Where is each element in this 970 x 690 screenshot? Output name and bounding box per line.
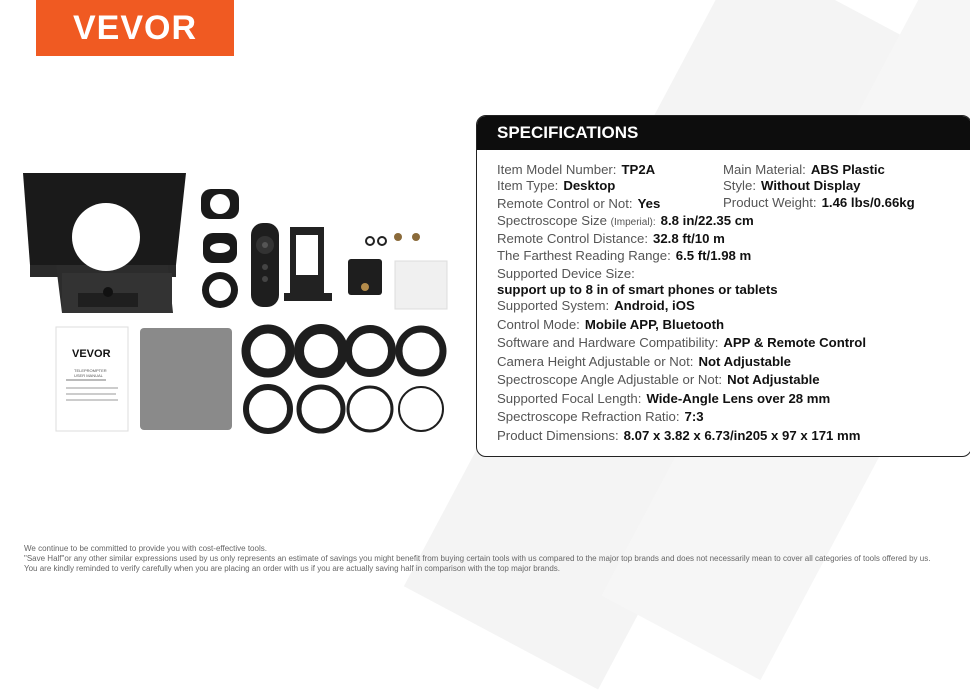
manual-title xyxy=(74,368,107,378)
spec-row xyxy=(497,409,704,425)
spec-row xyxy=(497,162,655,178)
spec-label: Supported Focal Length: xyxy=(497,391,642,406)
mount-clip-image xyxy=(348,259,382,295)
screws-image xyxy=(366,233,420,245)
spec-label: Control Mode: xyxy=(497,317,580,332)
spec-value: 7:3 xyxy=(684,409,704,424)
specifications-panel xyxy=(476,115,970,457)
storage-pouch-image xyxy=(140,328,232,430)
spec-label: Supported System: xyxy=(497,298,610,313)
disclaimer-line: We continue to be committed to provide you with cost-effective tools. xyxy=(24,544,267,553)
spec-label: Camera Height Adjustable or Not: xyxy=(497,354,694,369)
spec-label: Supported Device Size: xyxy=(497,266,635,281)
user-manual-image xyxy=(56,327,128,431)
lens-adapter-rings-image xyxy=(201,189,239,308)
spec-value: Not Adjustable xyxy=(727,372,820,387)
cleaning-cloth-image xyxy=(395,261,447,309)
spec-label-note: (Imperial): xyxy=(610,217,656,228)
spec-value: Mobile APP, Bluetooth xyxy=(584,317,725,332)
spec-row xyxy=(497,213,754,231)
adapter-rings-image xyxy=(246,329,443,431)
remote-control-image xyxy=(251,223,279,307)
disclaimer-footer xyxy=(24,544,959,574)
spec-label: Item Type: xyxy=(497,178,559,193)
disclaimer-line: You are kindly reminded to verify carefully when you are placing an order with us if you are actually saving half in comparison with the top major brands. xyxy=(24,564,560,573)
spec-label: The Farthest Reading Range: xyxy=(497,248,671,263)
manual-brand: VEVOR xyxy=(72,348,111,360)
specifications-title: SPECIFICATIONS xyxy=(477,116,970,150)
spec-value: 32.8 ft/10 m xyxy=(653,231,725,246)
spec-row xyxy=(497,317,724,333)
spec-row xyxy=(497,298,695,314)
spec-label: Product Dimensions: xyxy=(497,428,619,443)
disclaimer-line: "Save Half"or any other similar expressions used by us only represents an estimate of savings you might benefit from buying certain tools with us compared to the major top brands and does not necessarily mean to cover all categories of tools offered by us. xyxy=(24,554,931,563)
spec-label: Style: xyxy=(723,178,756,193)
spec-value: Without Display xyxy=(760,178,861,193)
manual-title-line: TELEPROMPTER xyxy=(74,368,107,373)
phone-holder-image xyxy=(284,227,332,301)
manual-title-line: USER MANUAL xyxy=(74,373,103,378)
spec-value: 8.07 x 3.82 x 6.73/in205 x 97 x 171 mm xyxy=(623,428,861,443)
spec-label: Spectroscope Refraction Ratio: xyxy=(497,409,680,424)
spec-label: Item Model Number: xyxy=(497,162,617,177)
spec-label: Spectroscope Size xyxy=(497,213,607,228)
spec-row xyxy=(497,372,820,388)
spec-row xyxy=(497,248,751,264)
spec-value: Wide-Angle Lens over 28 mm xyxy=(646,391,831,406)
spec-row xyxy=(723,178,861,194)
spec-row xyxy=(723,195,915,211)
spec-value: APP & Remote Control xyxy=(723,335,866,350)
spec-row xyxy=(723,162,885,178)
spec-row xyxy=(497,428,861,444)
spec-value: Not Adjustable xyxy=(698,354,792,369)
spec-label: Software and Hardware Compatibility: xyxy=(497,335,719,350)
spec-value: 6.5 ft/1.98 m xyxy=(675,248,752,263)
spec-label: Remote Control or Not: xyxy=(497,196,633,211)
spec-row xyxy=(497,196,660,212)
spec-label: Main Material: xyxy=(723,162,806,177)
spec-label: Product Weight: xyxy=(723,195,817,210)
spec-row xyxy=(497,178,615,194)
spec-value: ABS Plastic xyxy=(810,162,885,177)
spec-value: support up to 8 in of smart phones or tablets xyxy=(497,282,778,297)
spec-value: 8.8 in/22.35 cm xyxy=(660,213,754,228)
spec-value: Desktop xyxy=(563,178,616,193)
spec-value: Yes xyxy=(637,196,661,211)
product-kit-image xyxy=(18,165,458,440)
spec-row xyxy=(497,391,830,407)
spec-row xyxy=(497,354,791,370)
spec-label: Remote Control Distance: xyxy=(497,231,648,246)
spec-row xyxy=(497,266,778,298)
brand-logo: VEVOR xyxy=(36,0,234,56)
spec-label: Spectroscope Angle Adjustable or Not: xyxy=(497,372,723,387)
spec-value: Android, iOS xyxy=(614,298,695,313)
teleprompter-hood-image xyxy=(23,173,186,313)
spec-value: TP2A xyxy=(621,162,656,177)
spec-row xyxy=(497,231,725,247)
spec-row xyxy=(497,335,866,351)
spec-value: 1.46 lbs/0.66kg xyxy=(821,195,915,210)
